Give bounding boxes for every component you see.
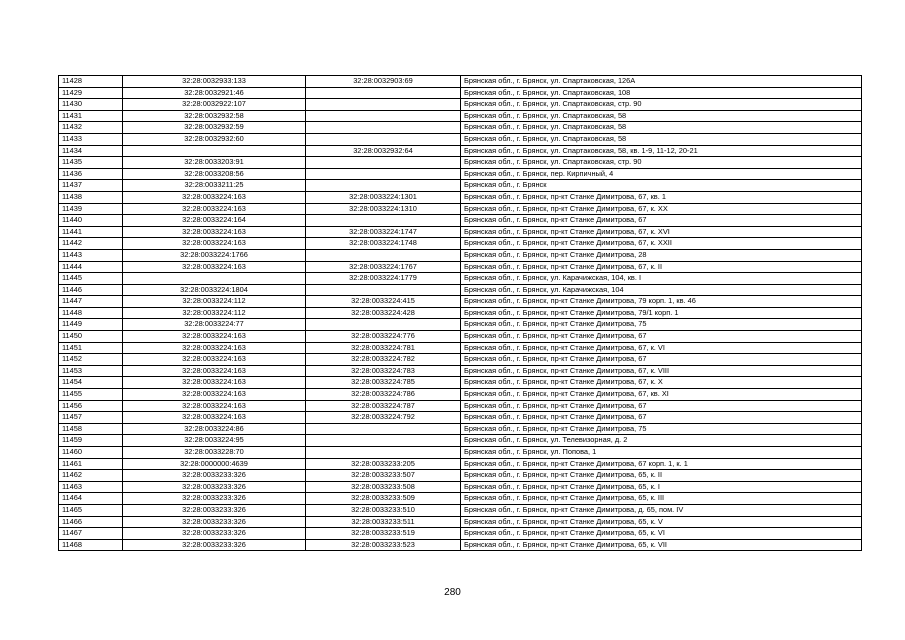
address-cell: Брянская обл., г. Брянск, ул. Спартаковская, 108 [461,87,862,99]
object-number-cell [306,110,461,122]
row-number-cell: 11434 [59,145,123,157]
address-cell: Брянская обл., г. Брянск, ул. Карачижская, 104 [461,284,862,296]
parcel-number-cell: 32:28:0033228:70 [123,447,306,459]
object-number-cell: 32:28:0033224:785 [306,377,461,389]
table-row [59,133,862,145]
object-number-cell: 32:28:0033224:786 [306,389,461,401]
table-row [59,400,862,412]
table-row [59,354,862,366]
object-number-cell [306,180,461,192]
table-row [59,458,862,470]
row-number-cell: 11455 [59,389,123,401]
parcel-number-cell: 32:28:0033211:25 [123,180,306,192]
parcel-number-cell: 32:28:0033224:163 [123,412,306,424]
row-number-cell: 11462 [59,470,123,482]
object-number-cell: 32:28:0033233:508 [306,481,461,493]
row-number-cell: 11438 [59,191,123,203]
table-row [59,412,862,424]
table-row [59,516,862,528]
parcel-number-cell: 32:28:0032932:60 [123,133,306,145]
table-row [59,145,862,157]
table-row [59,191,862,203]
table-row [59,528,862,540]
parcel-number-cell: 32:28:0033233:326 [123,493,306,505]
address-cell: Брянская обл., г. Брянск, пр-кт Станке Димитрова, 65, к. VI [461,528,862,540]
parcel-number-cell: 32:28:0033203:91 [123,157,306,169]
object-number-cell: 32:28:0033233:205 [306,458,461,470]
address-cell: Брянская обл., г. Брянск, пер. Кирпичный, 4 [461,168,862,180]
object-number-cell: 32:28:0033233:510 [306,504,461,516]
object-number-cell: 32:28:0033224:781 [306,342,461,354]
row-number-cell: 11430 [59,99,123,111]
parcel-number-cell: 32:28:0033224:163 [123,226,306,238]
object-number-cell [306,423,461,435]
address-cell: Брянская обл., г. Брянск, пр-кт Станке Димитрова, 67, к. II [461,261,862,273]
object-number-cell: 32:28:0033224:1767 [306,261,461,273]
address-cell: Брянская обл., г. Брянск, пр-кт Станке Димитрова, 67 [461,400,862,412]
table-row [59,423,862,435]
object-number-cell: 32:28:0033233:507 [306,470,461,482]
object-number-cell [306,168,461,180]
row-number-cell: 11432 [59,122,123,134]
object-number-cell: 32:28:0033233:509 [306,493,461,505]
parcel-number-cell: 32:28:0033224:163 [123,203,306,215]
page-number: 280 [444,587,461,598]
row-number-cell: 11456 [59,400,123,412]
table-row [59,504,862,516]
table-row [59,447,862,459]
address-cell: Брянская обл., г. Брянск, ул. Спартаковская, 58 [461,110,862,122]
parcel-number-cell: 32:28:0033233:326 [123,539,306,551]
object-number-cell [306,99,461,111]
address-cell: Брянская обл., г. Брянск, пр-кт Станке Димитрова, 67 корп. 1, к. 1 [461,458,862,470]
address-cell: Брянская обл., г. Брянск, ул. Телевизорная, д. 2 [461,435,862,447]
object-number-cell: 32:28:0033224:792 [306,412,461,424]
object-number-cell: 32:28:0033224:776 [306,331,461,343]
table-row [59,493,862,505]
row-number-cell: 11451 [59,342,123,354]
object-number-cell [306,87,461,99]
address-cell: Брянская обл., г. Брянск, пр-кт Станке Димитрова, 67, к. VI [461,342,862,354]
parcel-number-cell: 32:28:0033224:163 [123,365,306,377]
parcel-number-cell: 32:28:0033233:326 [123,470,306,482]
object-number-cell [306,157,461,169]
object-number-cell [306,435,461,447]
address-cell: Брянская обл., г. Брянск [461,180,862,192]
parcel-number-cell: 32:28:0033233:326 [123,481,306,493]
row-number-cell: 11436 [59,168,123,180]
parcel-number-cell [123,273,306,285]
table-row [59,342,862,354]
parcel-number-cell: 32:28:0033224:86 [123,423,306,435]
address-cell: Брянская обл., г. Брянск, пр-кт Станке Димитрова, 67, к. VIII [461,365,862,377]
parcel-number-cell: 32:28:0033224:163 [123,389,306,401]
table-row [59,539,862,551]
object-number-cell [306,133,461,145]
address-cell: Брянская обл., г. Брянск, ул. Спартаковская, стр. 90 [461,157,862,169]
parcel-number-cell: 32:28:0033233:326 [123,516,306,528]
parcel-number-cell: 32:28:0033224:163 [123,354,306,366]
object-number-cell: 32:28:0033224:1310 [306,203,461,215]
object-number-cell [306,284,461,296]
address-cell: Брянская обл., г. Брянск, пр-кт Станке Димитрова, 75 [461,319,862,331]
address-cell: Брянская обл., г. Брянск, пр-кт Станке Димитрова, 65, к. III [461,493,862,505]
table-row [59,261,862,273]
object-number-cell: 32:28:0033233:519 [306,528,461,540]
address-cell: Брянская обл., г. Брянск, ул. Спартаковская, 58 [461,133,862,145]
table-row [59,273,862,285]
address-cell: Брянская обл., г. Брянск, ул. Спартаковская, стр. 90 [461,99,862,111]
table-row [59,226,862,238]
object-number-cell: 32:28:0033224:1747 [306,226,461,238]
address-cell: Брянская обл., г. Брянск, пр-кт Станке Димитрова, 65, к. V [461,516,862,528]
row-number-cell: 11431 [59,110,123,122]
row-number-cell: 11463 [59,481,123,493]
row-number-cell: 11468 [59,539,123,551]
object-number-cell: 32:28:0033224:1779 [306,273,461,285]
row-number-cell: 11439 [59,203,123,215]
table-row [59,87,862,99]
table-row [59,307,862,319]
parcel-number-cell: 32:28:0033233:326 [123,528,306,540]
object-number-cell: 32:28:0032903:69 [306,76,461,88]
address-cell: Брянская обл., г. Брянск, пр-кт Станке Димитрова, 67 [461,331,862,343]
row-number-cell: 11448 [59,307,123,319]
object-number-cell: 32:28:0033224:1301 [306,191,461,203]
table-row [59,157,862,169]
address-cell: Брянская обл., г. Брянск, пр-кт Станке Димитрова, 67 [461,215,862,227]
address-cell: Брянская обл., г. Брянск, пр-кт Станке Димитрова, 67, к. X [461,377,862,389]
parcel-number-cell: 32:28:0033224:1766 [123,249,306,261]
object-number-cell [306,319,461,331]
parcel-number-cell: 32:28:0033224:164 [123,215,306,227]
parcel-number-cell: 32:28:0000000:4639 [123,458,306,470]
row-number-cell: 11464 [59,493,123,505]
table-row [59,76,862,88]
table-row [59,470,862,482]
parcel-number-cell: 32:28:0033224:163 [123,261,306,273]
row-number-cell: 11445 [59,273,123,285]
address-cell: Брянская обл., г. Брянск, ул. Спартаковская, 126А [461,76,862,88]
object-number-cell: 32:28:0032932:64 [306,145,461,157]
table-row [59,435,862,447]
table-row [59,203,862,215]
row-number-cell: 11466 [59,516,123,528]
parcel-number-cell: 32:28:0033224:163 [123,191,306,203]
parcel-number-cell: 32:28:0032932:58 [123,110,306,122]
row-number-cell: 11457 [59,412,123,424]
object-number-cell: 32:28:0033233:511 [306,516,461,528]
parcel-number-cell [123,145,306,157]
address-cell: Брянская обл., г. Брянск, пр-кт Станке Димитрова, д. 65, пом. IV [461,504,862,516]
table-row [59,180,862,192]
row-number-cell: 11428 [59,76,123,88]
address-cell: Брянская обл., г. Брянск, пр-кт Станке Димитрова, 79/1 корп. 1 [461,307,862,319]
table-row [59,238,862,250]
parcel-number-cell: 32:28:0033224:112 [123,296,306,308]
parcel-number-cell: 32:28:0032932:59 [123,122,306,134]
object-number-cell: 32:28:0033233:523 [306,539,461,551]
address-cell: Брянская обл., г. Брянск, пр-кт Станке Димитрова, 67, к. XXII [461,238,862,250]
row-number-cell: 11461 [59,458,123,470]
table-row [59,168,862,180]
parcel-number-cell: 32:28:0033208:56 [123,168,306,180]
parcel-number-cell: 32:28:0033224:1804 [123,284,306,296]
row-number-cell: 11429 [59,87,123,99]
parcel-number-cell: 32:28:0033224:163 [123,400,306,412]
object-number-cell: 32:28:0033224:782 [306,354,461,366]
table-row [59,377,862,389]
row-number-cell: 11454 [59,377,123,389]
object-number-cell: 32:28:0033224:787 [306,400,461,412]
parcel-number-cell: 32:28:0033224:77 [123,319,306,331]
row-number-cell: 11442 [59,238,123,250]
address-cell: Брянская обл., г. Брянск, пр-кт Станке Димитрова, 65, к. VII [461,539,862,551]
object-number-cell [306,447,461,459]
address-cell: Брянская обл., г. Брянск, пр-кт Станке Димитрова, 28 [461,249,862,261]
row-number-cell: 11458 [59,423,123,435]
address-cell: Брянская обл., г. Брянск, ул. Спартаковская, 58, кв. 1-9, 11-12, 20-21 [461,145,862,157]
row-number-cell: 11446 [59,284,123,296]
parcel-number-cell: 32:28:0032922:107 [123,99,306,111]
address-cell: Брянская обл., г. Брянск, пр-кт Станке Димитрова, 67, кв. XI [461,389,862,401]
address-cell: Брянская обл., г. Брянск, ул. Карачижская, 104, кв. I [461,273,862,285]
parcel-number-cell: 32:28:0033224:163 [123,238,306,250]
row-number-cell: 11460 [59,447,123,459]
object-number-cell: 32:28:0033224:415 [306,296,461,308]
table-row [59,331,862,343]
address-cell: Брянская обл., г. Брянск, ул. Спартаковская, 58 [461,122,862,134]
address-cell: Брянская обл., г. Брянск, пр-кт Станке Димитрова, 75 [461,423,862,435]
address-cell: Брянская обл., г. Брянск, пр-кт Станке Димитрова, 67, к. XX [461,203,862,215]
row-number-cell: 11459 [59,435,123,447]
address-cell: Брянская обл., г. Брянск, пр-кт Станке Димитрова, 65, к. II [461,470,862,482]
row-number-cell: 11452 [59,354,123,366]
object-number-cell [306,215,461,227]
row-number-cell: 11440 [59,215,123,227]
row-number-cell: 11441 [59,226,123,238]
table-row [59,215,862,227]
parcel-number-cell: 32:28:0033224:95 [123,435,306,447]
object-number-cell: 32:28:0033224:1748 [306,238,461,250]
parcel-number-cell: 32:28:0033233:326 [123,504,306,516]
address-cell: Брянская обл., г. Брянск, пр-кт Станке Димитрова, 67, кв. 1 [461,191,862,203]
table-row [59,389,862,401]
row-number-cell: 11453 [59,365,123,377]
address-cell: Брянская обл., г. Брянск, ул. Попова, 1 [461,447,862,459]
row-number-cell: 11443 [59,249,123,261]
row-number-cell: 11437 [59,180,123,192]
row-number-cell: 11433 [59,133,123,145]
object-number-cell: 32:28:0033224:783 [306,365,461,377]
parcel-number-cell: 32:28:0033224:112 [123,307,306,319]
address-cell: Брянская обл., г. Брянск, пр-кт Станке Димитрова, 79 корп. 1, кв. 46 [461,296,862,308]
row-number-cell: 11467 [59,528,123,540]
address-cell: Брянская обл., г. Брянск, пр-кт Станке Димитрова, 67 [461,412,862,424]
object-number-cell [306,122,461,134]
parcel-number-cell: 32:28:0033224:163 [123,331,306,343]
table-row [59,296,862,308]
address-cell: Брянская обл., г. Брянск, пр-кт Станке Димитрова, 65, к. I [461,481,862,493]
table-row [59,99,862,111]
parcel-number-cell: 32:28:0032933:133 [123,76,306,88]
parcel-number-cell: 32:28:0033224:163 [123,377,306,389]
cadastre-table [58,75,862,551]
table-row [59,284,862,296]
row-number-cell: 11444 [59,261,123,273]
row-number-cell: 11465 [59,504,123,516]
object-number-cell [306,249,461,261]
parcel-number-cell: 32:28:0033224:163 [123,342,306,354]
table-row [59,122,862,134]
table-row [59,110,862,122]
row-number-cell: 11449 [59,319,123,331]
row-number-cell: 11450 [59,331,123,343]
address-cell: Брянская обл., г. Брянск, пр-кт Станке Димитрова, 67 [461,354,862,366]
table-row [59,365,862,377]
address-cell: Брянская обл., г. Брянск, пр-кт Станке Димитрова, 67, к. XVI [461,226,862,238]
object-number-cell: 32:28:0033224:428 [306,307,461,319]
table-row [59,249,862,261]
table-row [59,481,862,493]
table-body [59,76,862,551]
row-number-cell: 11435 [59,157,123,169]
table-row [59,319,862,331]
parcel-number-cell: 32:28:0032921:46 [123,87,306,99]
row-number-cell: 11447 [59,296,123,308]
